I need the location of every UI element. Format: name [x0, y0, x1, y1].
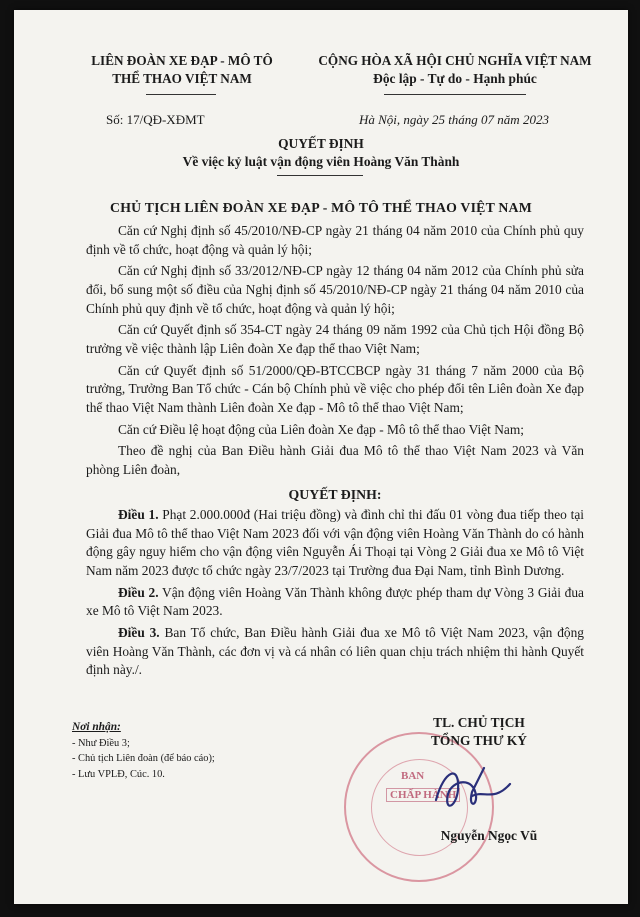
- issuing-authority: CHỦ TỊCH LIÊN ĐOÀN XE ĐẠP - MÔ TÔ THỂ THAO VIỆT NAM: [110, 200, 532, 215]
- national-motto: Độc lập - Tự do - Hạnh phúc: [373, 71, 537, 86]
- org-underline: [146, 94, 216, 95]
- article-2: [86, 584, 584, 621]
- legal-basis-6: Theo đề nghị của Ban Điều hành Giải đua Mô tô thể thao Việt Nam 2023 và Văn phòng Liên đoàn,: [86, 443, 584, 478]
- signer-role-2: TỔNG THƯ KÝ: [431, 733, 527, 748]
- decision-heading: QUYẾT ĐỊNH:: [288, 486, 382, 502]
- article-3: [86, 624, 584, 680]
- article-2-label: Điều 2.: [118, 584, 159, 600]
- issuing-organization: [64, 52, 300, 88]
- signature-title-block: [394, 714, 564, 750]
- document-subtitle: Về việc kỷ luật vận động viên Hoàng Văn Thành: [182, 154, 460, 169]
- legal-basis-4: Căn cứ Quyết định số 51/2000/QĐ-BTCCBCP ngày 31 tháng 7 năm 2000 của Bộ trưởng, Trưởng Ban Tổ chức - Cán bộ Chính phủ về việc cho phép đổi tên Liên đoàn Xe đạp thể thao Việt Nam thành Liên đoàn Xe đạp - Mô tô thể thao Việt Nam;: [86, 362, 584, 415]
- org-line-2: THỂ THAO VIỆT NAM: [112, 71, 252, 86]
- article-3-text: Ban Tổ chức, Ban Điều hành Giải đua xe Mô tô Việt Nam 2023, vận động viên Hoàng Văn Thành, các đơn vị và cá nhân có liên quan chịu trách nhiệm thi hành Quyết định này./.: [86, 625, 584, 678]
- place-date: Hà Nội, ngày 25 tháng 07 năm 2023: [359, 112, 549, 127]
- nation-name: CỘNG HÒA XÃ HỘI CHỦ NGHĨA VIỆT NAM: [318, 53, 592, 68]
- legal-basis-2: Căn cứ Nghị định số 33/2012/NĐ-CP ngày 12 tháng 04 năm 2012 của Chính phủ sửa đổi, bổ sung một số điều của Nghị định số 45/2010/NĐ-CP ngày 21 tháng 04 năm 2010 của Chính phủ quy định về tổ chức, hoạt động và quản lý hội;: [86, 263, 584, 316]
- subtitle-underline: [277, 175, 363, 176]
- seal-text-upper: BAN: [401, 770, 425, 782]
- recipients-title: Nơi nhận:: [72, 721, 121, 733]
- legal-basis-3: Căn cứ Quyết định số 354-CT ngày 24 tháng 09 năm 1992 của Chủ tịch Hội đồng Bộ trưởng về việc thành lập Liên đoàn Xe đạp thể thao Việt Nam;: [86, 322, 584, 356]
- signer-name: Nguyễn Ngọc Vũ: [440, 828, 538, 843]
- article-1: [86, 506, 584, 580]
- recipient-item: - Lưu VPLĐ, Cúc. 10.: [72, 768, 165, 780]
- signer-role-1: TL. CHỦ TỊCH: [433, 715, 525, 730]
- article-3-label: Điều 3.: [118, 625, 160, 641]
- article-2-text: Vận động viên Hoàng Văn Thành không được phép tham dự Vòng 3 Giải đua xe Mô tô Việt Nam 2023.: [86, 584, 584, 619]
- org-line-1: LIÊN ĐOÀN XE ĐẠP - MÔ TÔ: [91, 53, 273, 68]
- recipients-block: [72, 720, 332, 782]
- motto-underline: [384, 94, 526, 95]
- handwritten-signature: [414, 750, 534, 830]
- seal-text-lower: CHẤP HÀNH: [386, 788, 460, 802]
- recipient-item: - Chủ tịch Liên đoàn (để báo cáo);: [72, 753, 215, 764]
- recipient-item: - Như Điều 3;: [72, 737, 130, 749]
- document-body: [86, 222, 584, 683]
- article-1-text: Phạt 2.000.000đ (Hai triệu đồng) và đình chỉ thi đấu 01 vòng đua tiếp theo tại Giải đua Mô tô thể thao Việt Nam 2023 đối với vận động viên Hoàng Văn Thành do có hành động gây nguy hiểm cho vận động viên Nguyễn Ái Thoại tại Vòng 2 Giải đua xe Mô tô Việt Nam năm 2023 được tổ chức ngày 23/7/2023 tại Trường đua Đại Nam, tỉnh Bình Dương.: [86, 507, 584, 579]
- document-title: QUYẾT ĐỊNH: [278, 136, 364, 151]
- document-number: Số: 17/QĐ-XĐMT: [106, 112, 205, 127]
- legal-basis-1: Căn cứ Nghị định số 45/2010/NĐ-CP ngày 21 tháng 04 năm 2010 của Chính phủ quy định về tổ chức, hoạt động và quản lý hội;: [86, 223, 584, 257]
- document-page: [14, 10, 628, 904]
- national-header: [296, 52, 614, 88]
- legal-basis-5: Căn cứ Điều lệ hoạt động của Liên đoàn Xe đạp - Mô tô thể thao Việt Nam;: [118, 421, 524, 437]
- article-1-label: Điều 1.: [118, 507, 159, 523]
